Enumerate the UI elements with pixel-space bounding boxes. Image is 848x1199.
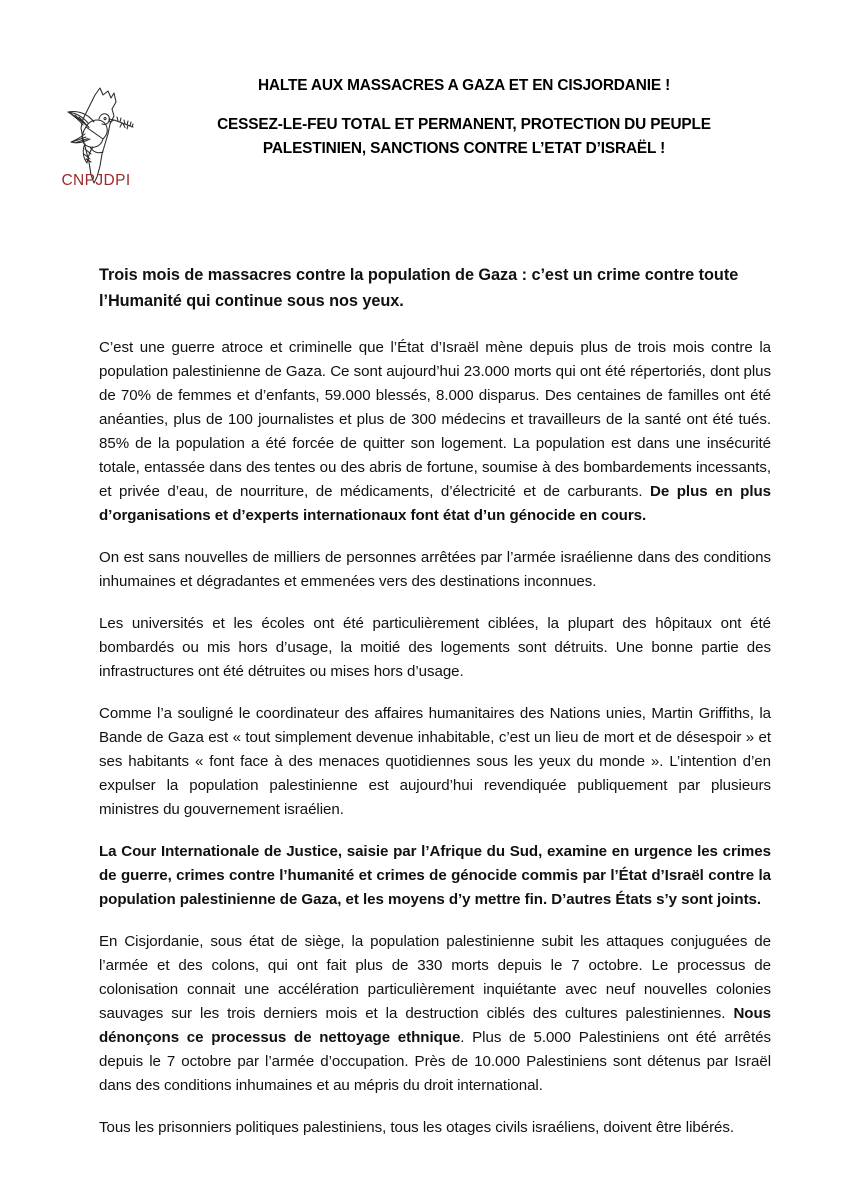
paragraph-6 [99,930,771,1098]
logo-acronym: CNPJDPI [61,172,131,189]
paragraph-7: Tous les prisonniers politiques palestiniens, tous les otages civils israéliens, doivent être libérés. [99,1119,735,1136]
paragraph-6-emphasis: Nous dénonçons ce processus de nettoyage ethnique [99,1005,771,1046]
header-line-2: CESSEZ-LE-FEU TOTAL ET PERMANENT, PROTECTION DU PEUPLE [217,116,711,134]
lead-paragraph: Trois mois de massacres contre la population de Gaza : c’est un crime contre toute l’Humanité qui continue sous nos yeux. [99,266,739,310]
paragraph-3: Les universités et les écoles ont été particulièrement ciblées, la plupart des hôpitaux ont été bombardés ou mis hors d’usage, la moitié des logements sont détruits. Une bonne partie des infrastructures ont été détruites ou mises hors d’usage. [99,615,771,680]
paragraph-6-text-after: . Plus de 5.000 Palestiniens ont été arrêtés depuis le 7 octobre par l’armée d’occupation. Près de 10.000 Palestiniens sont détenus par Israël dans des conditions inhumaines et au mépris du droit international. [99,1029,771,1094]
paragraph-5-icj: La Cour Internationale de Justice, saisie par l’Afrique du Sud, examine en urgence les crimes de guerre, crimes contre l’humanité et crimes de génocide commis par l’État d’Israël contre la population palestinienne de Gaza, et les moyens d’y mettre fin. D’autres États s’y sont joints. [99,843,771,908]
document-header [0,78,848,189]
header-title-block [130,78,848,156]
paragraph-2: On est sans nouvelles de milliers de personnes arrêtées par l’armée israélienne dans des conditions inhumaines et dégradantes et emmenées vers des destinations inconnues. [99,549,771,590]
header-line-1: HALTE AUX MASSACRES A GAZA ET EN CISJORDANIE ! [257,77,671,94]
paragraph-4: Comme l’a souligné le coordinateur des affaires humanitaires des Nations unies, Martin Griffiths, la Bande de Gaza est « tout simplement devenue inhabitable, c’est un lieu de mort et de désespoir » et ses habitants « font face à des menaces quotidiennes sous les yeux du monde ». L’intention d’en expulser la population palestinienne est aujourd’hui revendiquée publiquement par plusieurs ministres du gouvernement israélien. [99,705,771,818]
paragraph-1-emphasis: De plus en plus d’organisations et d’experts internationaux font état d’un génocide en cours. [99,483,771,524]
paragraph-1 [99,336,771,528]
header-line-3: PALESTINIEN, SANCTIONS CONTRE L’ETAT D’ISRAËL ! [262,139,666,157]
document-body [99,262,771,1140]
organization-logo [0,78,130,189]
paragraph-1-text: C’est une guerre atroce et criminelle que l’État d’Israël mène depuis plus de trois mois contre la population palestinienne de Gaza. Ce sont aujourd’hui 23.000 morts qui ont été répertoriés, dont plus de 70% de femmes et d’enfants, 59.000 blessés, 8.000 disparus. Des centaines de familles ont été anéanties, plus de 100 journalistes et plus de 300 médecins et travailleurs de la santé ont été tués. 85% de la population a été forcée de quitter son logement. La population est dans une insécurité totale, entassée dans des tentes ou des abris de fortune, soumise à des bombardements incessants, et privée d’eau, de nourriture, de médicaments, d’électricité et de carburants. [99,339,771,500]
paragraph-6-text-before: En Cisjordanie, sous état de siège, la population palestinienne subit les attaques conjuguées de l’armée et des colons, qui ont fait plus de 330 morts depuis le 7 octobre. Le processus de colonisation connait une accélération particulièrement inquiétante avec neuf nouvelles colonies sauvages sur les trois derniers mois et la destruction ciblés des cultures palestiniennes. [99,933,771,1022]
